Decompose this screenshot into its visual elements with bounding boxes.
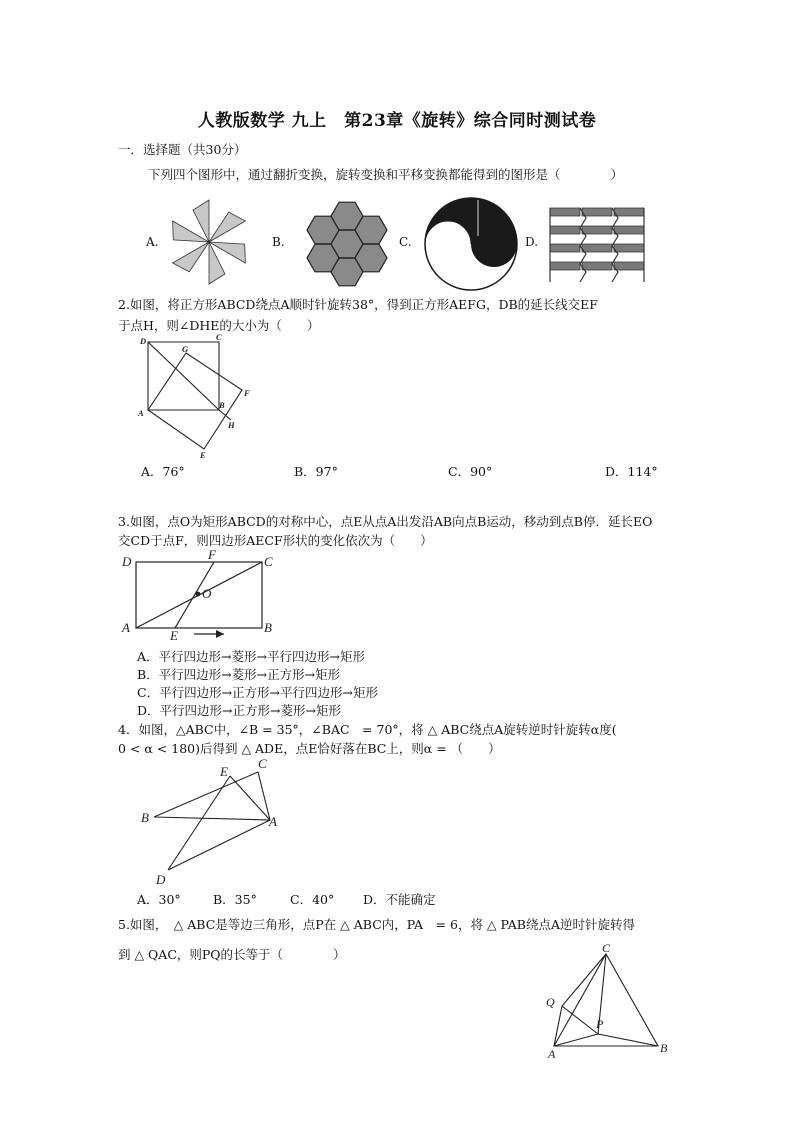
- q3-line1: 3.如图，点O为矩形ABCD的对称中心，点E从点A出发沿AB向点B运动，移动到点B停．延长EO: [118, 514, 653, 529]
- q4-label-a: A: [269, 814, 277, 829]
- q1-option-a-label: A.: [146, 235, 159, 249]
- q2-label-f: F: [244, 388, 250, 398]
- q2-option-a: A．76°: [141, 464, 185, 479]
- q3-line2: 交CD于点F，则四边形AECF形状的变化依次为（ ）: [118, 533, 433, 548]
- q2-label-h: H: [228, 420, 235, 430]
- q3-label-c: C: [264, 554, 273, 569]
- q3-figure: [118, 548, 288, 644]
- q3-label-a: A: [122, 620, 130, 635]
- q2-option-b: B．97°: [294, 464, 338, 479]
- q5-figure: [538, 942, 674, 1064]
- q1-figure-b-hexagons: [296, 198, 398, 290]
- q3-option-b: B．平行四边形→菱形→正方形→矩形: [137, 667, 341, 682]
- q2-line1: 2.如图，将正方形ABCD绕点A顺时针旋转38°，得到正方形AEFG，DB的延长线交EF: [118, 297, 598, 312]
- q4-label-d: D: [156, 872, 166, 887]
- q4-option-a: A．30°: [137, 892, 181, 907]
- q1-figure-c-taiji: [422, 196, 520, 292]
- q4-line2: 0 < α < 180)后得到 △ ADE，点E恰好落在BC上，则α = （ ）: [118, 741, 501, 756]
- q1-option-b-label: B.: [272, 235, 285, 249]
- q5-label-c: C: [602, 942, 611, 955]
- q4-figure: [140, 754, 290, 890]
- section-heading: 一．选择题（共30分）: [118, 142, 247, 157]
- page-title: 人教版数学 九上 第23章《旋转》综合同时测试卷: [197, 111, 597, 131]
- q2-label-b: B: [219, 400, 225, 410]
- q2-label-g: G: [182, 344, 189, 354]
- q2-option-c: C．90°: [448, 464, 493, 479]
- q2-line2: 于点H，则∠DHE的大小为（ ）: [118, 318, 320, 333]
- q5-line1: 5.如图， △ ABC是等边三角形，点P在 △ ABC内，PA = 6，将 △ PAB绕点A逆时针旋转得: [118, 917, 636, 932]
- q4-label-b: B: [141, 810, 149, 825]
- q5-label-p: P: [596, 1017, 604, 1031]
- q3-option-a: A．平行四边形→菱形→平行四边形→矩形: [137, 649, 365, 664]
- q3-option-d: D．平行四边形→正方形→菱形→矩形: [137, 703, 341, 718]
- q3-label-f: F: [208, 548, 216, 562]
- q1-option-d-label: D.: [525, 235, 539, 249]
- q3-label-o: O: [202, 586, 212, 601]
- q5-line2: 到 △ QAC，则PQ的长等于（ ）: [118, 947, 346, 962]
- q1-figure-d-zigzag: [546, 206, 648, 284]
- q2-label-d: D: [140, 336, 147, 346]
- q5-label-q: Q: [546, 995, 555, 1009]
- q3-label-e: E: [170, 628, 178, 643]
- q5-label-b: B: [660, 1041, 668, 1055]
- q1-option-c-label: C.: [399, 235, 412, 249]
- q2-figure: [134, 334, 264, 460]
- q4-label-e: E: [220, 764, 228, 779]
- q4-option-d: D．不能确定: [363, 892, 436, 907]
- q2-label-a: A: [138, 408, 144, 418]
- q4-label-c: C: [258, 756, 267, 771]
- q4-option-c: C．40°: [290, 892, 335, 907]
- q3-label-b: B: [264, 620, 272, 635]
- q1-figure-a-pinwheel: [164, 198, 254, 286]
- q1-stem: 下列四个图形中，通过翻折变换，旋转变换和平移变换都能得到的图形是（ ）: [148, 167, 624, 182]
- q2-option-d: D．114°: [605, 464, 658, 479]
- q2-label-c: C: [216, 334, 222, 342]
- q3-label-d: D: [122, 554, 132, 569]
- q3-option-c: C．平行四边形→正方形→平行四边形→矩形: [137, 685, 378, 700]
- q4-option-b: B．35°: [213, 892, 257, 907]
- q2-label-e: E: [200, 450, 206, 460]
- q5-label-a: A: [548, 1047, 556, 1061]
- q4-line1: 4．如图，△ABC中，∠B = 35°，∠BAC = 70°，将 △ ABC绕点A旋转逆时针旋转α度(: [118, 722, 617, 737]
